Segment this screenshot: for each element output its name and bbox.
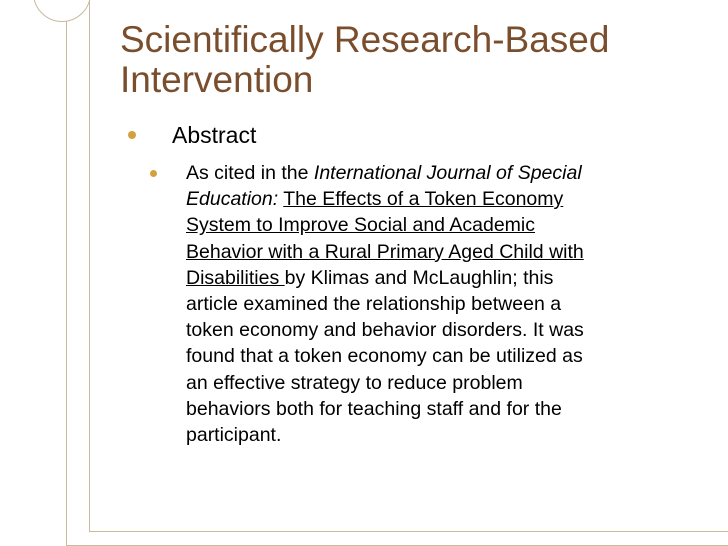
article-title-link[interactable]: The Effects of a Token Economy <box>283 188 564 211</box>
body-text-run: by Klimas and McLaughlin; this <box>284 266 554 289</box>
sub-bullet-body-text <box>186 160 696 448</box>
body-text-run: token economy and behavior disorders. It was <box>186 319 584 342</box>
slide-title <box>120 20 710 100</box>
body-line <box>186 212 696 238</box>
bullet-heading-text: Abstract <box>172 122 257 148</box>
body-line <box>186 160 696 186</box>
body-line <box>186 343 696 369</box>
article-title-link[interactable]: System to Improve Social and Academic <box>186 214 535 237</box>
body-line <box>186 422 696 448</box>
article-title-link[interactable]: Behavior with a Rural Primary Aged Child with <box>186 240 584 263</box>
body-text-run: behaviors both for teaching staff and for the <box>186 397 562 420</box>
slide-title-line-2: Intervention <box>120 59 314 100</box>
body-line <box>186 186 696 212</box>
body-text-run: article examined the relationship between a <box>186 293 562 316</box>
journal-name-text: International Journal of Special <box>313 162 582 184</box>
body-line <box>186 239 696 265</box>
body-line <box>186 265 696 291</box>
bullet-dot-icon <box>128 131 136 139</box>
body-text-run: found that a token economy can be utilized as <box>186 345 583 368</box>
body-text-run: As cited in the <box>186 162 314 184</box>
body-line <box>186 291 696 317</box>
body-line <box>186 317 696 343</box>
article-title-link[interactable]: Disabilities <box>186 266 285 289</box>
body-text-run: an effective strategy to reduce problem <box>186 371 523 394</box>
body-line <box>186 370 696 396</box>
body-line <box>186 396 696 422</box>
journal-name-text: Education: <box>186 188 279 211</box>
body-text-run: participant. <box>186 424 282 447</box>
sub-bullet-dot-icon <box>150 170 157 177</box>
slide-title-line-1: Scientifically Research-Based <box>120 19 610 60</box>
